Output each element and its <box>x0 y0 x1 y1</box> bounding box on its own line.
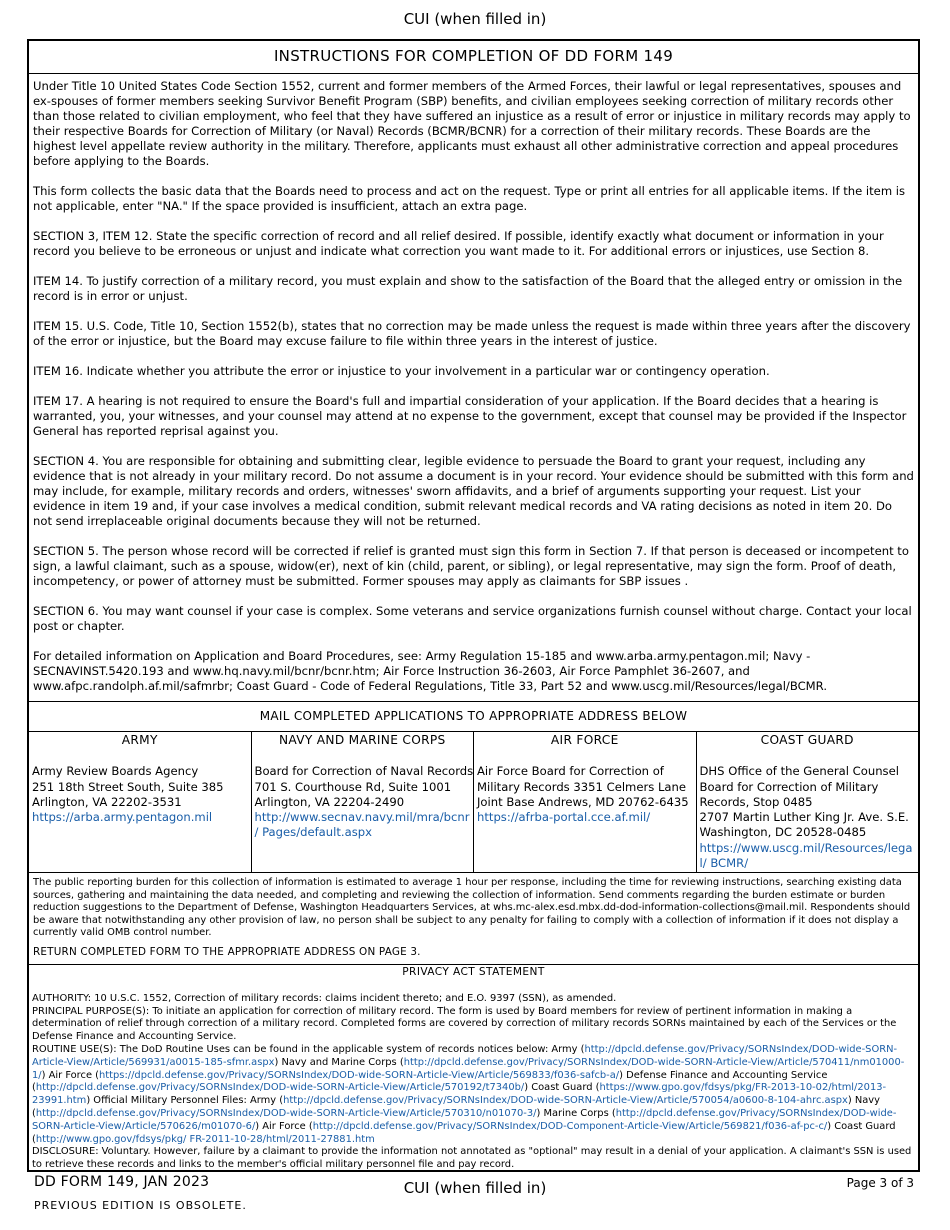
privacy-title: PRIVACY ACT STATEMENT <box>402 966 545 978</box>
address-line: Air Force Board for Correction of <box>477 764 664 779</box>
address-navy-link[interactable]: http://www.secnav.navy.mil/mra/bcnr / Pages/default.aspx <box>254 810 470 840</box>
address-army-title: ARMY <box>121 733 158 747</box>
routine-text: ) Air Force ( <box>41 1069 100 1081</box>
cui-marking-top: CUI (when filled in) <box>403 10 547 28</box>
edition-notice: PREVIOUS EDITION IS OBSOLETE. <box>34 1199 247 1212</box>
instructions-section5: SECTION 5. The person whose record will be corrected if relief is granted must sign this form in Section 7. If that person is deceased or incompetent to sign, a lawful claimant, such as a spouse, widow(er), next of kin (child, parent, or sibling), or legal representative, may sign the form. Proof of death, incompetency, or power of attorney must be submitted. Former spouses may apply as claimants for SBP issues . <box>33 544 909 588</box>
address-navy-title: NAVY AND MARINE CORPS <box>278 733 446 747</box>
form-frame <box>27 39 920 1172</box>
sorn-link-ompf-airforce[interactable]: http://dpcld.defense.gov/Privacy/SORNsIndex/DOD-Component-Article-View/Article/569821/f036-af-pc-c/ <box>312 1120 828 1132</box>
routine-text: ) Air Force ( <box>255 1120 313 1132</box>
page-number: Page 3 of 3 <box>846 1176 914 1190</box>
instructions-section4: SECTION 4. You are responsible for obtaining and submitting clear, legible evidence to persuade the Board to grant your request, including any evidence that is not already in your military record. Do not assume a document is in your record. Your evidence should be submitted with this form and may include, for example, military records and orders, witnesses' sworn affidavits, and a brief of arguments supporting your request. List your evidence in item 19 and, if your case involves a medical condition, submit relevant medical records and VA rating decisions as noted in item 20. Do not send irreplaceable original documents because they will not be returned. <box>33 454 914 528</box>
instructions-item14: ITEM 14. To justify correction of a military record, you must explain and show to the satisfaction of the Board that the alleged entry or omission in the record is in error or unjust. <box>33 274 903 303</box>
address-army-link[interactable]: https://arba.army.pentagon.mil <box>32 810 213 825</box>
address-line: Washington, DC 20528-0485 <box>699 825 867 840</box>
instructions-form-purpose: This form collects the basic data that the Boards need to process and act on the request. Type or print all entries for all applicable items. If the item is not applicable, enter "NA." If the space provided is insufficient, attach an extra page. <box>33 184 906 213</box>
burden-statement <box>29 873 918 965</box>
routine-text: ) Coast Guard ( <box>32 1120 896 1145</box>
address-line: Board for Correction of Military <box>699 779 879 794</box>
form-title: INSTRUCTIONS FOR COMPLETION OF DD FORM 149 <box>29 41 918 74</box>
address-coastguard <box>697 732 919 872</box>
address-airforce <box>474 732 697 872</box>
privacy-disclosure: DISCLOSURE: Voluntary. However, failure by a claimant to provide the information not annotated as "optional" may result in a denial of your application. A claimant's SSN is used to retrieve these records and links to the member's official military personnel file and pay record. <box>32 1146 912 1171</box>
instructions-item17: ITEM 17. A hearing is not required to ensure the Board's full and impartial consideration of your application. If the Board decides that a hearing is warranted, you, your witnesses, and your counsel may attend at no expense to the government, except that counsel may be provided if the Inspector General has reported reprisal against you. <box>33 394 907 438</box>
address-coastguard-link[interactable]: https://www.uscg.mil/Resources/lega l/ BCMR/ <box>699 840 913 871</box>
address-line: Board for Correction of Naval Records <box>254 764 474 779</box>
address-airforce-title: AIR FORCE <box>550 733 619 747</box>
instructions-references: For detailed information on Application and Board Procedures, see: Army Regulation 15-185 and www.arba.army.pentagon.mil; Navy - SECNAVINST.5420.193 and www.hq.navy.mil/bcnr/bcnr.htm; Air Force Instruction 36-2603, Air Force Pamphlet 36-2607, and www.afpc.randolph.af.mil/safmrbr; Coast Guard - Code of Federal Regulations, Title 33, Part 52 and www.uscg.mil/Resources/legal/BCMR. <box>33 649 828 693</box>
routine-text: ROUTINE USE(S): The DoD Routine Uses can be found in the applicable system of records notices below: Army ( <box>32 1043 585 1055</box>
routine-text: ) Defense Finance and Accounting Service ( <box>32 1069 828 1094</box>
address-line: 701 S. Courthouse Rd, Suite 1001 <box>254 779 452 794</box>
instructions-intro: Under Title 10 United States Code Section 1552, current and former members of the Armed Forces, their lawful or legal representatives, spouses and ex-spouses of former members seeking Survivor Benefit Program (SBP) benefits, and civilian employees seeking correction of military records other than those related to civilian employment, who feel that they have suffered an injustice as a result of error or injustice in military records may apply to their respective Boards for Correction of Military (or Naval) Records (BCMR/BCNR) for a correction of their military records. These Boards are the highest level appellate review authority in the military. Therefore, applicants must exhaust all other administrative correction and appeal procedures before applying to the Boards. <box>33 79 911 168</box>
privacy-act-statement <box>29 966 918 1172</box>
address-line: Records, Stop 0485 <box>699 794 813 809</box>
address-army <box>29 732 252 872</box>
sorn-link-ompf-army[interactable]: http://dpcld.defense.gov/Privacy/SORNsIndex/DOD-wide-SORN-Article-View/Article/570054/a0600-8-104-ahrc.aspx <box>283 1095 848 1107</box>
privacy-purpose: PRINCIPAL PURPOSE(S): To initiate an application for correction of military record. The form is used by Board members for review of pertinent information in making a determination of relief through correction of a military record. Completed forms are covered by correction of military records SORNs maintained by each of the Services or the Defense Finance and Accounting Service. <box>32 1005 897 1043</box>
address-line: Army Review Boards Agency <box>32 764 199 779</box>
routine-text: ) Navy ( <box>32 1095 880 1119</box>
instructions-section <box>29 74 918 701</box>
routine-text: ) Official Military Personnel Files: Army ( <box>86 1095 284 1107</box>
address-line: DHS Office of the General Counsel <box>699 764 899 779</box>
sorn-link-airforce[interactable]: https://dpcld.defense.gov/Privacy/SORNsIndex/DOD-wide-SORN-Article-View/Article/569833/f036-safcb-a/ <box>99 1069 620 1081</box>
sorn-link-army[interactable]: http://dpcld.defense.gov/Privacy/SORNsIndex/DOD-wide-SORN-Article-View/Article/569931/a0015-185-sfmr.aspx <box>32 1043 898 1068</box>
address-line: Arlington, VA 22204-2490 <box>254 794 405 809</box>
address-line: Arlington, VA 22202-3531 <box>32 794 182 809</box>
sorn-link-ompf-marines[interactable]: http://dpcld.defense.gov/Privacy/SORNsIndex/DOD-wide-SORN-Article-View/Article/570626/m01070-6/ <box>32 1107 897 1132</box>
address-coastguard-title: COAST GUARD <box>760 733 854 747</box>
cui-marking-bottom: CUI (when filled in) <box>403 1179 547 1197</box>
privacy-routine-uses <box>32 1044 915 1146</box>
address-line: 251 18th Street South, Suite 385 <box>32 779 224 794</box>
address-airforce-link[interactable]: https://afrba-portal.cce.af.mil/ <box>477 810 651 825</box>
privacy-authority: AUTHORITY: 10 U.S.C. 1552, Correction of military records: claims incident thereto; and E.O. 9397 (SSN), as amended. <box>32 992 617 1004</box>
instructions-section3-item12: SECTION 3, ITEM 12. State the specific correction of record and all relief desired. If possible, identify exactly what document or information in your record you believe to be erroneous or unjust and indicate what correction you want made to it. For additional errors or injustices, use Section 8. <box>33 229 884 258</box>
routine-text: ) Navy and Marine Corps ( <box>274 1056 404 1068</box>
instructions-item15: ITEM 15. U.S. Code, Title 10, Section 1552(b), states that no correction may be made unless the request is made within three years after the discovery of the error or injustice, but the Board may excuse failure to file within three years in the interest of justice. <box>33 319 911 348</box>
mail-header: MAIL COMPLETED APPLICATIONS TO APPROPRIATE ADDRESS BELOW <box>29 701 918 732</box>
sorn-link-dfas[interactable]: http://dpcld.defense.gov/Privacy/SORNsIndex/DOD-wide-SORN-Article-View/Article/570192/t7340b/ <box>35 1082 525 1094</box>
sorn-link-ompf-coastguard[interactable]: http://www.gpo.gov/fdsys/pkg/ FR-2011-10-28/html/2011-27881.htm <box>35 1133 375 1145</box>
address-navy <box>252 732 475 872</box>
address-line: Military Records 3351 Celmers Lane <box>477 779 687 794</box>
return-instruction: RETURN COMPLETED FORM TO THE APPROPRIATE ADDRESS ON PAGE 3. <box>33 945 421 958</box>
sorn-link-coastguard[interactable]: https://www.gpo.gov/fdsys/pkg/FR-2013-10-02/html/2013-23991.htm <box>32 1082 887 1107</box>
routine-text: ) Marine Corps ( <box>536 1107 616 1119</box>
address-line: Joint Base Andrews, MD 20762-6435 <box>477 794 689 809</box>
instructions-section6: SECTION 6. You may want counsel if your case is complex. Some veterans and service organizations furnish counsel without charge. Contact your local post or chapter. <box>33 604 912 633</box>
burden-text: The public reporting burden for this collection of information is estimated to average 1 hour per response, including the time for reviewing instructions, searching existing data sources, gathering and maintaining the data needed, and completing and reviewing the collection of information. Send comments regarding the burden estimate or burden reduction suggestions to the Department of Defense, Washington Headquarters Services, at whs.mc-alex.esd.mbx.dd-dod-information-collections@mail.mil. Respondents should be aware that notwithstanding any other provision of law, no person shall be subject to any penalty for failing to comply with a collection of information if it does not display a currently valid OMB control number. <box>33 877 911 939</box>
routine-text: ) Coast Guard ( <box>524 1082 600 1094</box>
address-grid <box>29 732 918 873</box>
form-identifier: DD FORM 149, JAN 2023 <box>34 1174 210 1190</box>
sorn-link-navy[interactable]: http://dpcld.defense.gov/Privacy/SORNsIndex/DOD-wide-SORN-Article-View/Article/570411/nm01000-1/ <box>32 1056 905 1081</box>
sorn-link-ompf-navy[interactable]: http://dpcld.defense.gov/Privacy/SORNsIndex/DOD-wide-SORN-Article-View/Article/570310/n01070-3/ <box>35 1107 537 1119</box>
instructions-item16: ITEM 16. Indicate whether you attribute the error or injustice to your involvement in a particular war or contingency operation. <box>33 364 770 378</box>
address-line: 2707 Martin Luther King Jr. Ave. S.E. <box>699 810 909 825</box>
